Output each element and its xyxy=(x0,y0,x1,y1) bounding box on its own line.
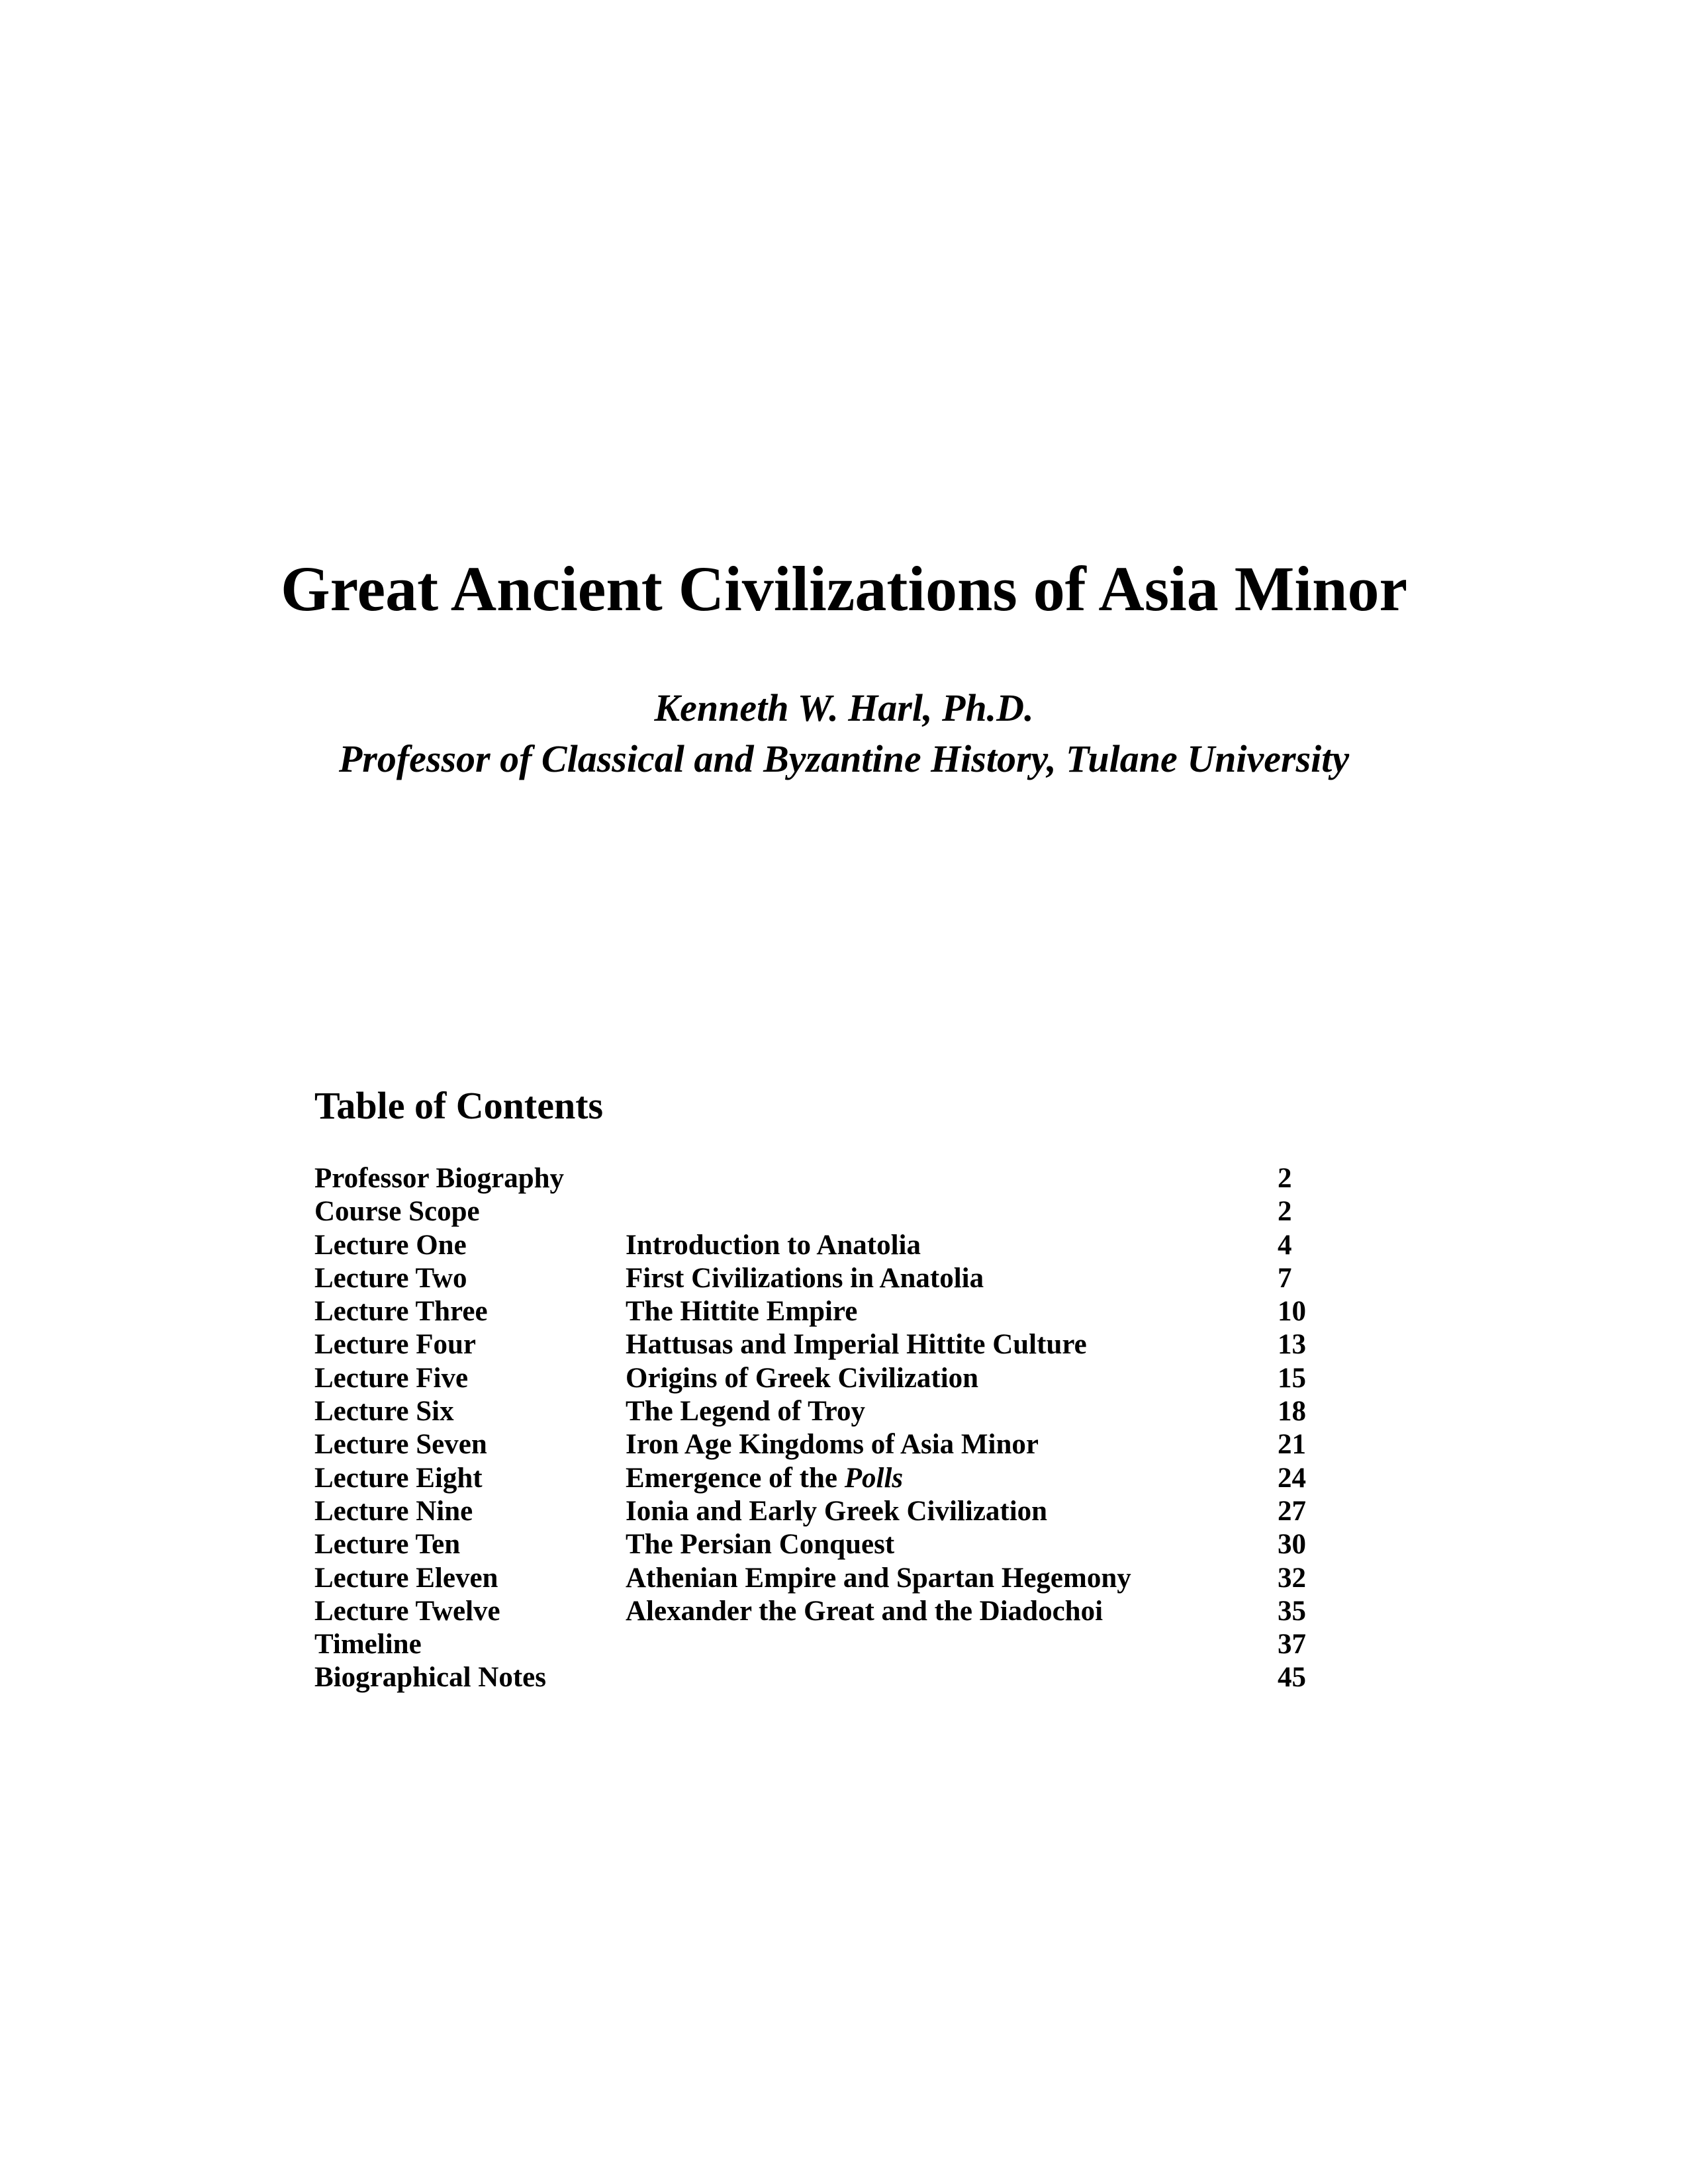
toc-entry-page-number: 7 xyxy=(1278,1262,1292,1294)
toc-entry-label: Lecture Six xyxy=(314,1396,454,1428)
toc-entry xyxy=(314,1628,1334,1661)
toc-entry xyxy=(314,1495,1334,1528)
toc-entry-topic-text: Emergence of the xyxy=(626,1462,845,1494)
toc-entry xyxy=(314,1428,1334,1461)
toc-entry-page-number: 32 xyxy=(1278,1562,1306,1594)
toc-entry-topic xyxy=(626,1562,1131,1595)
toc-entry-topic-text: Alexander the Great and the Diadochoi xyxy=(626,1595,1103,1627)
toc-entry-topic xyxy=(626,1295,857,1328)
toc-entry-topic xyxy=(626,1395,865,1428)
toc-entry-page-number: 18 xyxy=(1278,1396,1306,1428)
toc-entry-topic-text: Iron Age Kingdoms of Asia Minor xyxy=(626,1429,1039,1461)
toc-entry-page-number: 35 xyxy=(1278,1595,1306,1627)
toc-entry xyxy=(314,1362,1334,1395)
toc-entry-label: Lecture Three xyxy=(314,1296,488,1328)
toc-entry-label: Lecture Twelve xyxy=(314,1595,500,1627)
toc-entry xyxy=(314,1162,1334,1195)
toc-list xyxy=(314,1162,1334,1695)
toc-entry-topic xyxy=(626,1595,1103,1628)
toc-entry-label: Course Scope xyxy=(314,1196,480,1228)
toc-heading: Table of Contents xyxy=(314,1084,604,1127)
toc-entry xyxy=(314,1462,1334,1495)
toc-entry-label: Lecture Ten xyxy=(314,1529,461,1561)
toc-entry-topic-text: Hattusas and Imperial Hittite Culture xyxy=(626,1329,1087,1361)
toc-entry-topic xyxy=(626,1328,1087,1361)
toc-entry-topic-text: The Legend of Troy xyxy=(626,1396,865,1428)
toc-entry xyxy=(314,1262,1334,1295)
toc-entry-page-number: 37 xyxy=(1278,1629,1306,1661)
toc-entry-topic xyxy=(626,1462,903,1495)
toc-entry-topic xyxy=(626,1495,1047,1528)
toc-entry-topic-text: Ionia and Early Greek Civilization xyxy=(626,1495,1048,1527)
toc-entry-topic xyxy=(626,1428,1039,1461)
author-name: Kenneth W. Harl, Ph.D. xyxy=(654,686,1034,729)
toc-entry xyxy=(314,1661,1334,1694)
toc-entry-topic-text: Origins of Greek Civilization xyxy=(626,1362,979,1394)
toc-entry-topic xyxy=(626,1362,978,1395)
toc-entry-page-number: 13 xyxy=(1278,1329,1306,1361)
toc-entry-label: Lecture Four xyxy=(314,1329,476,1361)
toc-entry-page-number: 10 xyxy=(1278,1296,1306,1328)
toc-entry-topic-text: Introduction to Anatolia xyxy=(626,1229,921,1261)
toc-entry-page-number: 21 xyxy=(1278,1429,1306,1461)
toc-entry-page-number: 15 xyxy=(1278,1362,1306,1394)
toc-entry-label: Biographical Notes xyxy=(314,1662,546,1694)
toc-entry-label: Lecture Two xyxy=(314,1262,467,1294)
toc-entry xyxy=(314,1528,1334,1561)
toc-entry-label: Lecture Eight xyxy=(314,1462,483,1494)
toc-entry-topic xyxy=(626,1262,984,1295)
toc-entry-label: Lecture Five xyxy=(314,1362,469,1394)
toc-entry xyxy=(314,1229,1334,1262)
toc-entry-topic xyxy=(626,1528,894,1561)
toc-entry xyxy=(314,1328,1334,1361)
toc-entry xyxy=(314,1395,1334,1428)
toc-entry-label: Lecture Eleven xyxy=(314,1562,498,1594)
toc-entry-page-number: 2 xyxy=(1278,1163,1292,1194)
toc-entry-topic xyxy=(626,1229,921,1262)
author-affiliation: Professor of Classical and Byzantine History, Tulane University xyxy=(338,737,1350,780)
toc-entry-label: Professor Biography xyxy=(314,1163,565,1194)
toc-entry-label: Lecture Seven xyxy=(314,1429,487,1461)
toc-entry-label: Lecture Nine xyxy=(314,1495,473,1527)
toc-entry-label: Timeline xyxy=(314,1629,422,1661)
toc-entry-topic-text: The Hittite Empire xyxy=(626,1296,858,1328)
toc-entry-label: Lecture One xyxy=(314,1229,467,1261)
toc-entry-topic-text: Athenian Empire and Spartan Hegemony xyxy=(626,1562,1131,1594)
toc-entry-topic-italic: Polls xyxy=(844,1462,904,1494)
toc-entry-page-number: 2 xyxy=(1278,1196,1292,1228)
toc-entry-page-number: 27 xyxy=(1278,1495,1306,1527)
document-title: Great Ancient Civilizations of Asia Minor xyxy=(280,553,1408,624)
toc-entry-page-number: 30 xyxy=(1278,1529,1306,1561)
toc-entry xyxy=(314,1195,1334,1228)
toc-entry-topic-text: First Civilizations in Anatolia xyxy=(626,1262,984,1294)
toc-entry-page-number: 24 xyxy=(1278,1462,1306,1494)
toc-entry-page-number: 45 xyxy=(1278,1662,1306,1694)
toc-entry xyxy=(314,1295,1334,1328)
toc-entry-topic-text: The Persian Conquest xyxy=(626,1529,895,1561)
toc-entry xyxy=(314,1562,1334,1595)
toc-entry xyxy=(314,1595,1334,1628)
toc-entry-page-number: 4 xyxy=(1278,1229,1292,1261)
